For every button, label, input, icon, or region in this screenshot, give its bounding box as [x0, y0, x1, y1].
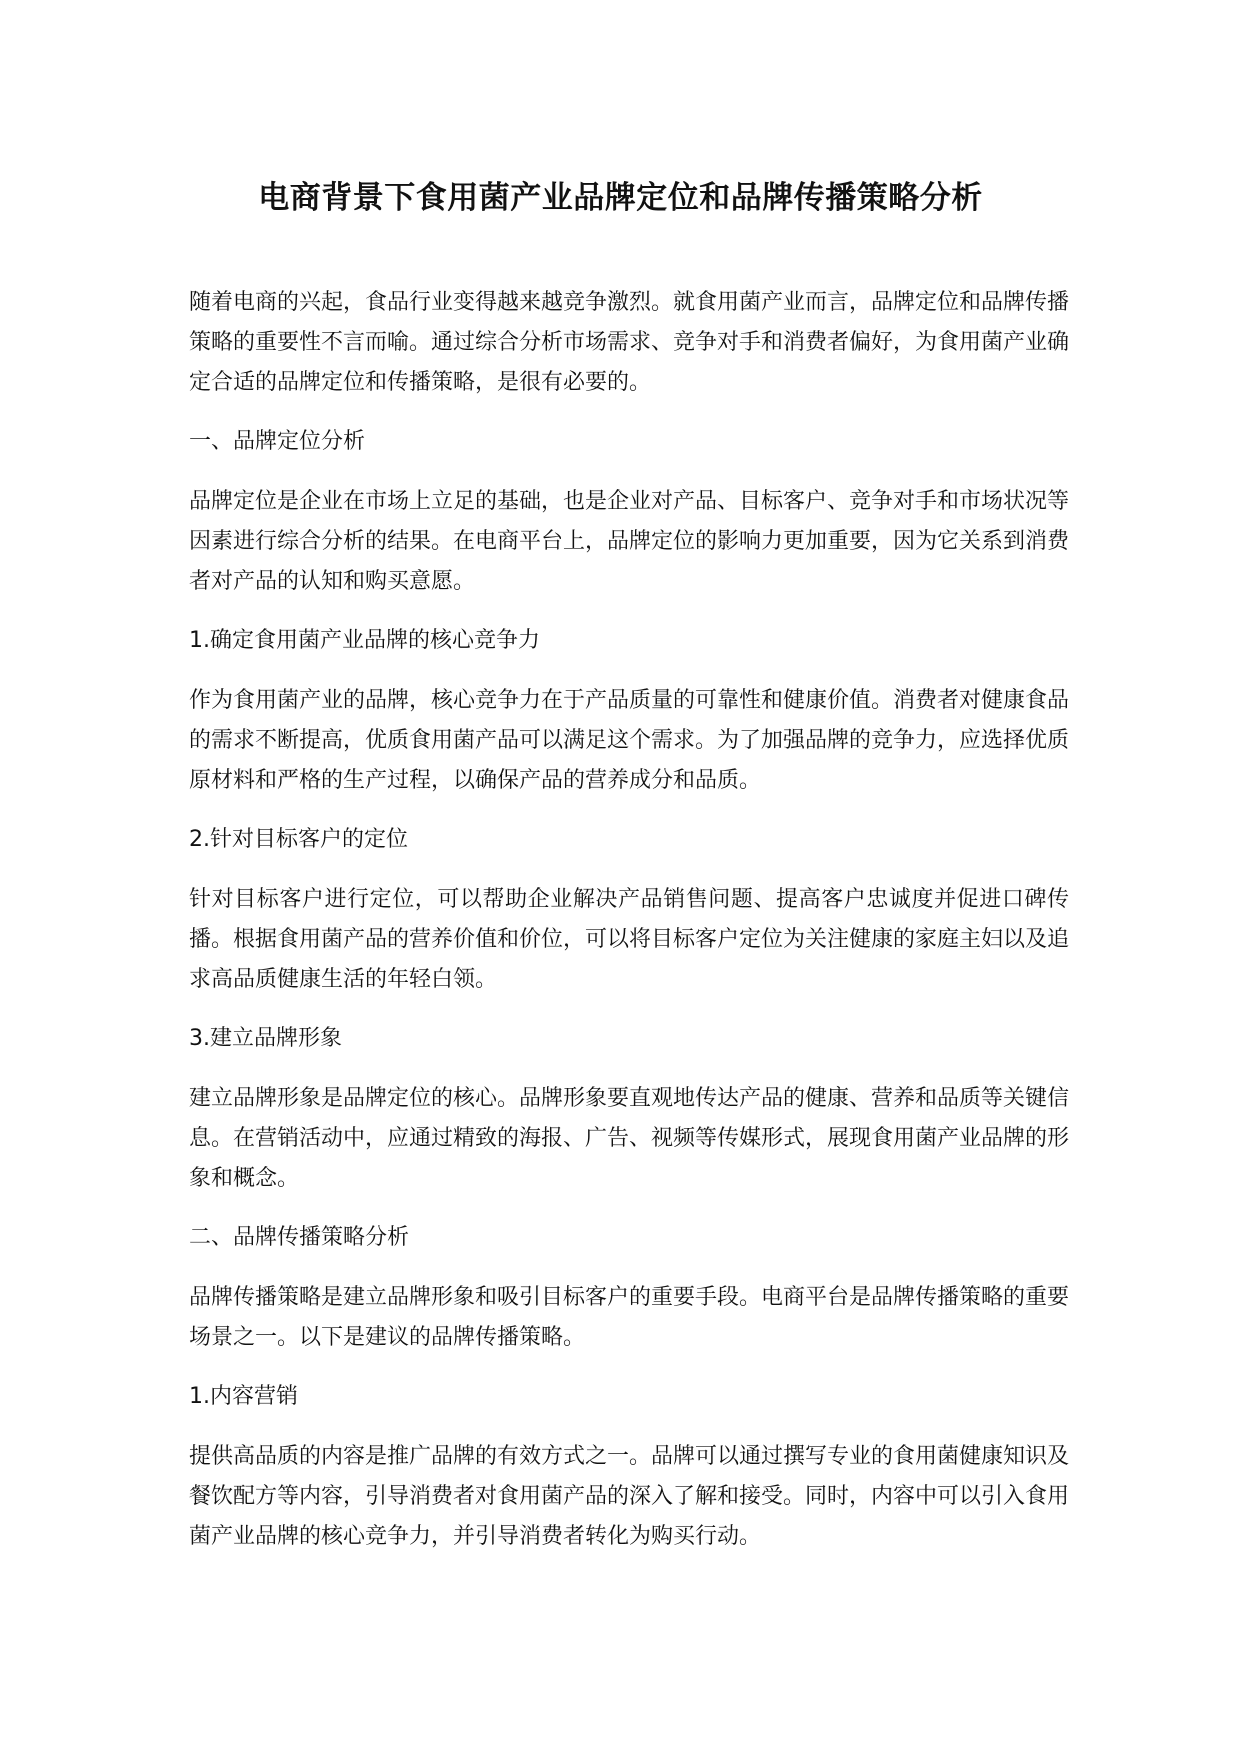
paragraph-brand-image: 建立品牌形象是品牌定位的核心。品牌形象要直观地传达产品的健康、营养和品质等关键信息。在营销活动中，应通过精致的海报、广告、视频等传媒形式，展现食用菌产业品牌的形象和概念。	[189, 1086, 1070, 1191]
paragraph-core-competitiveness: 作为食用菌产业的品牌，核心竞争力在于产品质量的可靠性和健康价值。消费者对健康食品的需求不断提高，优质食用菌产品可以满足这个需求。为了加强品牌的竞争力，应选择优质原材料和严格的生产过程，以确保产品的营养成分和品质。	[189, 688, 1070, 793]
subheading-core-competitiveness: 1.确定食用菌产业品牌的核心竞争力	[189, 628, 540, 653]
paragraph-content-marketing: 提供高品质的内容是推广品牌的有效方式之一。品牌可以通过撰写专业的食用菌健康知识及餐饮配方等内容，引导消费者对食用菌产品的深入了解和接受。同时，内容中可以引入食用菌产业品牌的核心竞争力，并引导消费者转化为购买行动。	[189, 1444, 1070, 1549]
document-body	[189, 283, 1069, 1557]
section-heading-communication-strategy: 二、品牌传播策略分析	[189, 1225, 410, 1250]
section-heading-brand-positioning: 一、品牌定位分析	[189, 429, 366, 454]
subheading-target-customers: 2.针对目标客户的定位	[189, 827, 408, 852]
paragraph-target-customers: 针对目标客户进行定位，可以帮助企业解决产品销售问题、提高客户忠诚度并促进口碑传播。根据食用菌产品的营养价值和价位，可以将目标客户定位为关注健康的家庭主妇以及追求高品质健康生活的年轻白领。	[189, 887, 1070, 992]
subheading-content-marketing: 1.内容营销	[189, 1384, 298, 1409]
document-title: 电商背景下食用菌产业品牌定位和品牌传播策略分析	[258, 180, 983, 216]
paragraph-brand-positioning: 品牌定位是企业在市场上立足的基础，也是企业对产品、目标客户、竞争对手和市场状况等因素进行综合分析的结果。在电商平台上，品牌定位的影响力更加重要，因为它关系到消费者对产品的认知和购买意愿。	[189, 489, 1070, 594]
intro-paragraph: 随着电商的兴起，食品行业变得越来越竞争激烈。就食用菌产业而言，品牌定位和品牌传播策略的重要性不言而喻。通过综合分析市场需求、竞争对手和消费者偏好，为食用菌产业确定合适的品牌定位和传播策略，是很有必要的。	[189, 290, 1070, 395]
paragraph-communication-strategy: 品牌传播策略是建立品牌形象和吸引目标客户的重要手段。电商平台是品牌传播策略的重要场景之一。以下是建议的品牌传播策略。	[189, 1285, 1070, 1350]
subheading-brand-image: 3.建立品牌形象	[189, 1026, 342, 1051]
